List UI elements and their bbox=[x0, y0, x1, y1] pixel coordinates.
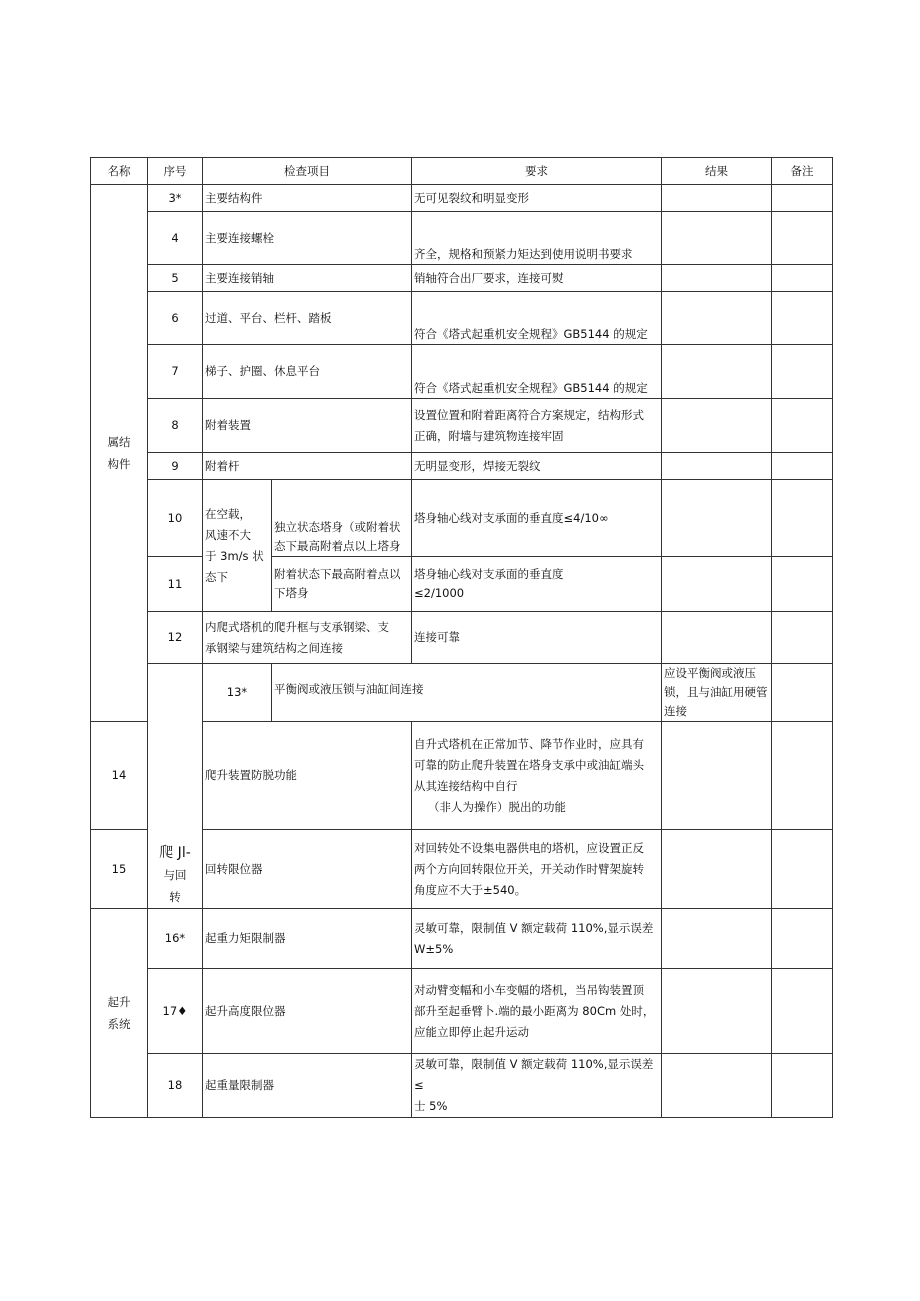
row-item: 主要结构件 bbox=[203, 185, 412, 212]
row-seq: 16* bbox=[148, 909, 203, 969]
row-item: 平衡阀或液压锁与油缸间连接 bbox=[272, 664, 662, 722]
row-item: 起升高度限位器 bbox=[203, 969, 412, 1054]
header-name: 名称 bbox=[91, 158, 148, 185]
row-requirement: 连接可靠 bbox=[412, 612, 662, 664]
table-row bbox=[91, 909, 833, 969]
row-item: 主要连接销轴 bbox=[203, 265, 412, 292]
table-row bbox=[91, 265, 833, 292]
table-row bbox=[91, 664, 833, 722]
row-requirement: 塔身轴心线对支承面的垂直度 ≤2/1000 bbox=[412, 557, 662, 612]
row-requirement: 符合《塔式起重机安全规程》GB5144 的规定 bbox=[412, 292, 662, 345]
row-item: 起重量限制器 bbox=[203, 1054, 412, 1118]
note-cell bbox=[772, 399, 833, 453]
condition-cell: 在空载， 风速不大 于 3m/s 状 态下 bbox=[203, 480, 272, 612]
note-cell bbox=[772, 292, 833, 345]
note-cell bbox=[772, 185, 833, 212]
table-row bbox=[91, 212, 833, 265]
row-seq: 8 bbox=[148, 399, 203, 453]
table-row bbox=[91, 969, 833, 1054]
result-cell bbox=[772, 664, 833, 722]
row-seq: 15 bbox=[91, 830, 148, 909]
row-subitem: 附着状态下最高附着点以 下塔身 bbox=[272, 557, 412, 612]
row-seq: 13* bbox=[203, 664, 272, 722]
header-requirement: 要求 bbox=[412, 158, 662, 185]
note-cell bbox=[772, 453, 833, 480]
row-seq: 17♦ bbox=[148, 969, 203, 1054]
result-cell bbox=[662, 265, 772, 292]
row-requirement: 齐全，规格和预紧力矩达到使用说明书要求 bbox=[412, 212, 662, 265]
note-cell bbox=[772, 265, 833, 292]
row-requirement: 无明显变形，焊接无裂纹 bbox=[412, 453, 662, 480]
row-requirement: 对动臂变幅和小车变幅的塔机，当吊钩装置顶 部升至起垂臂卜.端的最小距离为 80Cm 处时， 应能立即停止起升运动 bbox=[412, 969, 662, 1054]
note-cell bbox=[772, 557, 833, 612]
header-note: 备注 bbox=[772, 158, 833, 185]
row-requirement: 符合《塔式起重机安全规程》GB5144 的规定 bbox=[412, 345, 662, 399]
row-item: 过道、平台、栏杆、踏板 bbox=[203, 292, 412, 345]
category-structure: 属结 构件 bbox=[91, 185, 148, 722]
result-cell bbox=[662, 185, 772, 212]
table-row bbox=[91, 830, 833, 909]
result-cell bbox=[662, 909, 772, 969]
inspection-table bbox=[90, 157, 833, 1118]
note-cell bbox=[772, 480, 833, 557]
category-climb: 爬 Jl- 与回 转 bbox=[148, 664, 203, 909]
row-item: 梯子、护圈、休息平台 bbox=[203, 345, 412, 399]
result-cell bbox=[662, 453, 772, 480]
result-cell bbox=[662, 969, 772, 1054]
result-cell bbox=[662, 612, 772, 664]
table-row bbox=[91, 185, 833, 212]
table-header-row bbox=[91, 158, 833, 185]
result-cell bbox=[662, 722, 772, 830]
note-cell bbox=[772, 212, 833, 265]
header-seq: 序号 bbox=[148, 158, 203, 185]
row-requirement: 对回转处不设集电器供电的塔机，应设置正反 两个方向回转限位开关，开关动作时臂架旋转 角度应不大于±540。 bbox=[412, 830, 662, 909]
result-cell bbox=[662, 1054, 772, 1118]
note-cell bbox=[772, 909, 833, 969]
row-seq: 11 bbox=[148, 557, 203, 612]
result-cell bbox=[662, 212, 772, 265]
note-cell bbox=[772, 612, 833, 664]
row-item: 起重力矩限制器 bbox=[203, 909, 412, 969]
row-seq: 12 bbox=[148, 612, 203, 664]
note-cell bbox=[772, 969, 833, 1054]
row-requirement: 灵敏可靠，限制值 V 额定载荷 110%,显示误差≤ 士 5% bbox=[412, 1054, 662, 1118]
table-row bbox=[91, 399, 833, 453]
header-result: 结果 bbox=[662, 158, 772, 185]
result-cell bbox=[662, 399, 772, 453]
note-cell bbox=[772, 722, 833, 830]
table-row bbox=[91, 480, 833, 557]
table-row bbox=[91, 557, 833, 612]
row-seq: 5 bbox=[148, 265, 203, 292]
note-cell bbox=[772, 1054, 833, 1118]
row-requirement: 无可见裂纹和明显变形 bbox=[412, 185, 662, 212]
row-item: 爬升装置防脱功能 bbox=[203, 722, 412, 830]
table-row bbox=[91, 453, 833, 480]
row-requirement: 灵敏可靠，限制值 V 额定载荷 110%,显示误差 W±5% bbox=[412, 909, 662, 969]
category-lift: 起升 系统 bbox=[91, 909, 148, 1118]
row-requirement: 销轴符合出厂要求，连接可熨 bbox=[412, 265, 662, 292]
table-row bbox=[91, 722, 833, 830]
result-cell bbox=[662, 345, 772, 399]
row-requirement: 应设平衡阀或液压锁，且与油缸用硬管连接 bbox=[662, 664, 772, 722]
table-row bbox=[91, 292, 833, 345]
row-item: 内爬式塔机的爬升框与支承钢梁、支 承钢梁与建筑结构之间连接 bbox=[203, 612, 412, 664]
result-cell bbox=[662, 480, 772, 557]
note-cell bbox=[772, 830, 833, 909]
row-seq: 4 bbox=[148, 212, 203, 265]
table-row bbox=[91, 1054, 833, 1118]
result-cell bbox=[662, 292, 772, 345]
row-seq: 3* bbox=[148, 185, 203, 212]
row-seq: 6 bbox=[148, 292, 203, 345]
row-item: 附着装置 bbox=[203, 399, 412, 453]
row-requirement: 塔身轴心线对支承面的垂直度≤4/10∞ bbox=[412, 480, 662, 557]
row-seq: 7 bbox=[148, 345, 203, 399]
row-requirement: 设置位置和附着距离符合方案规定，结构形式 正确，附墙与建筑物连接牢固 bbox=[412, 399, 662, 453]
row-seq: 18 bbox=[148, 1054, 203, 1118]
result-cell bbox=[662, 830, 772, 909]
row-seq: 9 bbox=[148, 453, 203, 480]
row-item: 主要连接螺栓 bbox=[203, 212, 412, 265]
header-item: 检查项目 bbox=[203, 158, 412, 185]
table-row bbox=[91, 612, 833, 664]
row-seq: 14 bbox=[91, 722, 148, 830]
result-cell bbox=[662, 557, 772, 612]
row-seq: 10 bbox=[148, 480, 203, 557]
row-requirement: 自升式塔机在正常加节、降节作业时，应具有 可靠的防止爬升装置在塔身支承中或油缸端头 从其连接结构中自行 （非人为操作）脱出的功能 bbox=[412, 722, 662, 830]
row-subitem: 独立状态塔身（或附着状 态下最高附着点以上塔身 bbox=[272, 480, 412, 557]
note-cell bbox=[772, 345, 833, 399]
row-item: 回转限位器 bbox=[203, 830, 412, 909]
row-item: 附着杆 bbox=[203, 453, 412, 480]
table-row bbox=[91, 345, 833, 399]
